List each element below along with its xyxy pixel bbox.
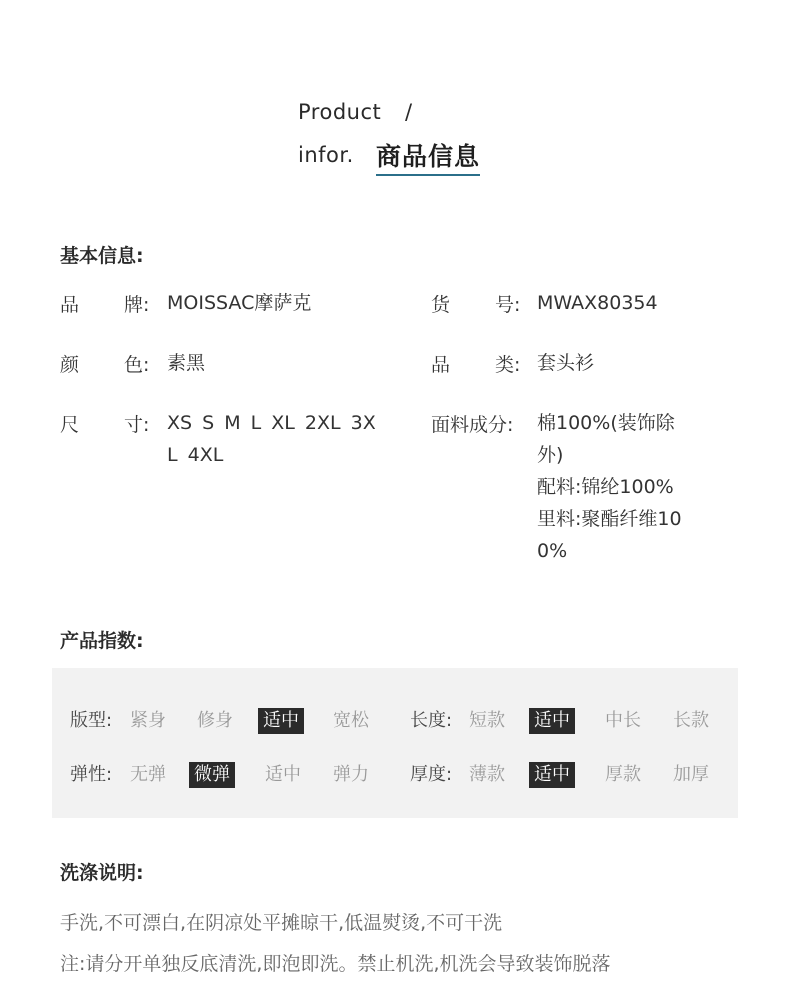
size-label-char1: 尺: [60, 414, 80, 436]
elastic-option: 无弹: [130, 764, 166, 785]
product-index-box: [52, 668, 738, 818]
product-index-title: 产品指数:: [60, 630, 144, 652]
color-label: [60, 350, 160, 378]
size-label: [60, 410, 160, 438]
sku-value: MWAX80354: [537, 292, 658, 314]
fabric-line4: 里料:聚酯纤维10: [537, 508, 682, 530]
brand-value: MOISSAC摩萨克: [167, 292, 312, 314]
header-cn-title: 商品信息: [376, 137, 480, 176]
size-value-line1: XS S M L XL 2XL 3X: [167, 412, 376, 434]
category-label-char1: 品: [431, 354, 451, 376]
color-label-char2: 色:: [124, 354, 150, 376]
elastic-option: 适中: [265, 764, 301, 785]
fit-label: 版型:: [70, 710, 113, 731]
thickness-label: 厚度:: [410, 764, 453, 785]
elastic-label: 弹性:: [70, 764, 113, 785]
fit-option: 宽松: [333, 710, 369, 731]
category-label: [431, 350, 531, 378]
elastic-option: 弹力: [333, 764, 369, 785]
fit-option: 修身: [197, 710, 233, 731]
sku-label-char2: 号:: [495, 294, 521, 316]
thickness-option-selected: 适中: [529, 762, 575, 788]
header-en-line1: Product: [298, 100, 382, 124]
brand-label-char2: 牌:: [124, 294, 150, 316]
fit-option-selected: 适中: [258, 708, 304, 734]
size-label-char2: 寸:: [124, 414, 150, 436]
fabric-line2: 外): [537, 444, 564, 466]
sku-label: [431, 290, 531, 318]
wash-line2: 注:请分开单独反底清洗,即泡即洗。禁止机洗,机洗会导致装饰脱落: [60, 953, 611, 975]
fabric-line3: 配料:锦纶100%: [537, 476, 674, 498]
fit-option: 紧身: [130, 710, 166, 731]
length-option: 中长: [605, 710, 641, 731]
color-label-char1: 颜: [60, 354, 80, 376]
color-value: 素黑: [167, 352, 206, 374]
brand-label-char1: 品: [60, 294, 80, 316]
category-value: 套头衫: [537, 352, 595, 374]
length-option-selected: 适中: [529, 708, 575, 734]
thickness-option: 薄款: [469, 764, 505, 785]
thickness-option: 加厚: [673, 764, 709, 785]
fabric-line5: 0%: [537, 540, 568, 562]
length-option: 短款: [469, 710, 505, 731]
length-option: 长款: [673, 710, 709, 731]
fabric-line1: 棉100%(装饰除: [537, 412, 675, 434]
wash-title: 洗涤说明:: [60, 862, 144, 884]
basic-info-title: 基本信息:: [60, 245, 144, 267]
fabric-label: 面料成分:: [431, 414, 514, 436]
header-en-line2: infor.: [298, 143, 354, 167]
wash-line1: 手洗,不可漂白,在阴凉处平摊晾干,低温熨烫,不可干洗: [60, 912, 503, 934]
elastic-option-selected: 微弹: [189, 762, 235, 788]
sku-label-char1: 货: [431, 294, 451, 316]
size-value-line2: L 4XL: [167, 444, 224, 466]
header-slash: /: [405, 100, 413, 124]
brand-label: [60, 290, 160, 318]
thickness-option: 厚款: [605, 764, 641, 785]
length-label: 长度:: [410, 710, 453, 731]
category-label-char2: 类:: [495, 354, 521, 376]
